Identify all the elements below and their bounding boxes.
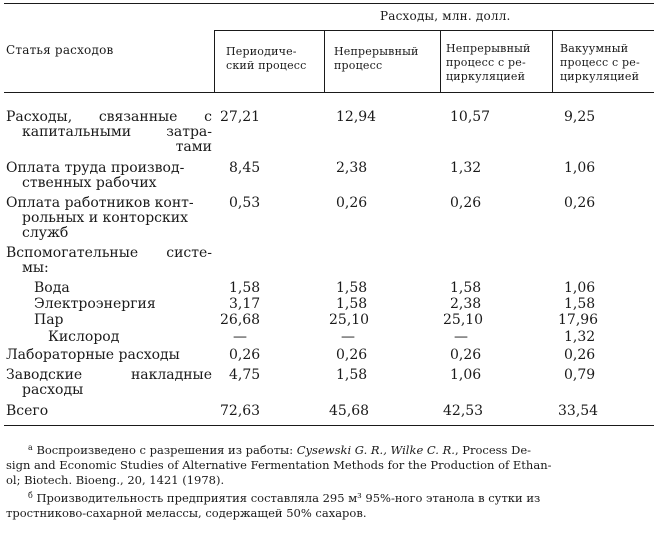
- cell-value: 12,94: [336, 109, 377, 125]
- cell-value: 1,06: [564, 280, 596, 296]
- column-header-1: Периодиче- ский процесс: [226, 45, 307, 72]
- row-label: Кислород: [48, 329, 120, 345]
- cell-value: 4,75: [229, 367, 261, 383]
- header-divider: [552, 30, 553, 92]
- cell-value: 1,58: [336, 296, 368, 312]
- row-label: Лабораторные расходы: [6, 347, 180, 363]
- row-label: Заводские накладные расходы: [6, 367, 212, 398]
- header-divider: [324, 30, 325, 92]
- cell-value: 1,32: [564, 329, 596, 345]
- row-label: Электроэнергия: [34, 296, 156, 312]
- cell-value: 2,38: [450, 296, 482, 312]
- cell-value: 0,26: [564, 347, 596, 363]
- cell-value: 0,79: [564, 367, 596, 383]
- cell-value: —: [233, 329, 247, 345]
- row-label: Расходы, связанные с капитальными затра- тами: [6, 109, 212, 155]
- header-divider: [440, 30, 441, 92]
- footnote-marker: а: [28, 443, 33, 452]
- row-label: Пар: [34, 312, 64, 328]
- table-top-rule: [4, 3, 654, 4]
- footnote-b: $^б$ Производительность предприятия составляла 295 м³ 95%-ного этанола в сутки из тростниково-сахарной мелассы, содержащей 50% сахаров.: [6, 491, 541, 520]
- column-header-2: Непрерывный процесс: [334, 45, 419, 72]
- cell-value: 0,53: [229, 195, 261, 211]
- column-header-4: Вакуумный процесс с ре- циркуляцией: [560, 42, 640, 83]
- cell-value: 3,17: [229, 296, 261, 312]
- cell-value: —: [341, 329, 355, 345]
- row-label: Вспомогательные систе- мы:: [6, 245, 212, 276]
- group-header: Расходы, млн. долл.: [380, 9, 511, 23]
- cell-value: 25,10: [329, 312, 370, 328]
- cell-value: 0,26: [229, 347, 261, 363]
- cell-value: 0,26: [450, 195, 482, 211]
- cell-value: 8,45: [229, 160, 261, 176]
- cell-value: 26,68: [220, 312, 261, 328]
- cell-value: 0,26: [450, 347, 482, 363]
- header-divider: [214, 30, 215, 92]
- cell-value: 1,58: [450, 280, 482, 296]
- stub-header: Статья расходов: [6, 43, 114, 57]
- header-bottom-rule: [4, 92, 654, 93]
- cell-value: 10,57: [450, 109, 491, 125]
- footnote-a: $^а$ Воспроизведено с разрешения из работы: Cysewski G. R., Wilke C. R., Process De- sign and Economic Studies of Alternative Fermentation Methods for the Production of Ethan- ol; Biotech. Bioeng., 20, 1421 (1978).: [6, 443, 552, 487]
- table-bottom-rule: [4, 425, 654, 426]
- cell-value: 1,58: [229, 280, 261, 296]
- cell-value: 1,06: [564, 160, 596, 176]
- cell-value: 1,06: [450, 367, 482, 383]
- cell-value: 72,63: [220, 403, 261, 419]
- cell-value: 17,96: [558, 312, 599, 328]
- cell-value: 42,53: [443, 403, 484, 419]
- row-label: Оплата работников конт- рольных и конторских служб: [6, 195, 194, 241]
- cell-value: 45,68: [329, 403, 370, 419]
- cell-value: 33,54: [558, 403, 599, 419]
- row-label: Оплата труда производ- ственных рабочих: [6, 160, 185, 191]
- cell-value: 1,32: [450, 160, 482, 176]
- cell-value: 1,58: [336, 367, 368, 383]
- cell-value: —: [454, 329, 468, 345]
- cell-value: 2,38: [336, 160, 368, 176]
- cell-value: 0,26: [564, 195, 596, 211]
- group-header-rule: [214, 30, 654, 31]
- cell-value: 0,26: [336, 347, 368, 363]
- cell-value: 25,10: [443, 312, 484, 328]
- cell-value: 1,58: [336, 280, 368, 296]
- cell-value: 9,25: [564, 109, 596, 125]
- footnote-marker: б: [28, 491, 33, 500]
- cell-value: 0,26: [336, 195, 368, 211]
- column-header-3: Непрерывный процесс с ре- циркуляцией: [446, 42, 531, 83]
- cell-value: 27,21: [220, 109, 261, 125]
- row-label: Всего: [6, 403, 49, 419]
- row-label: Вода: [34, 280, 70, 296]
- cell-value: 1,58: [564, 296, 596, 312]
